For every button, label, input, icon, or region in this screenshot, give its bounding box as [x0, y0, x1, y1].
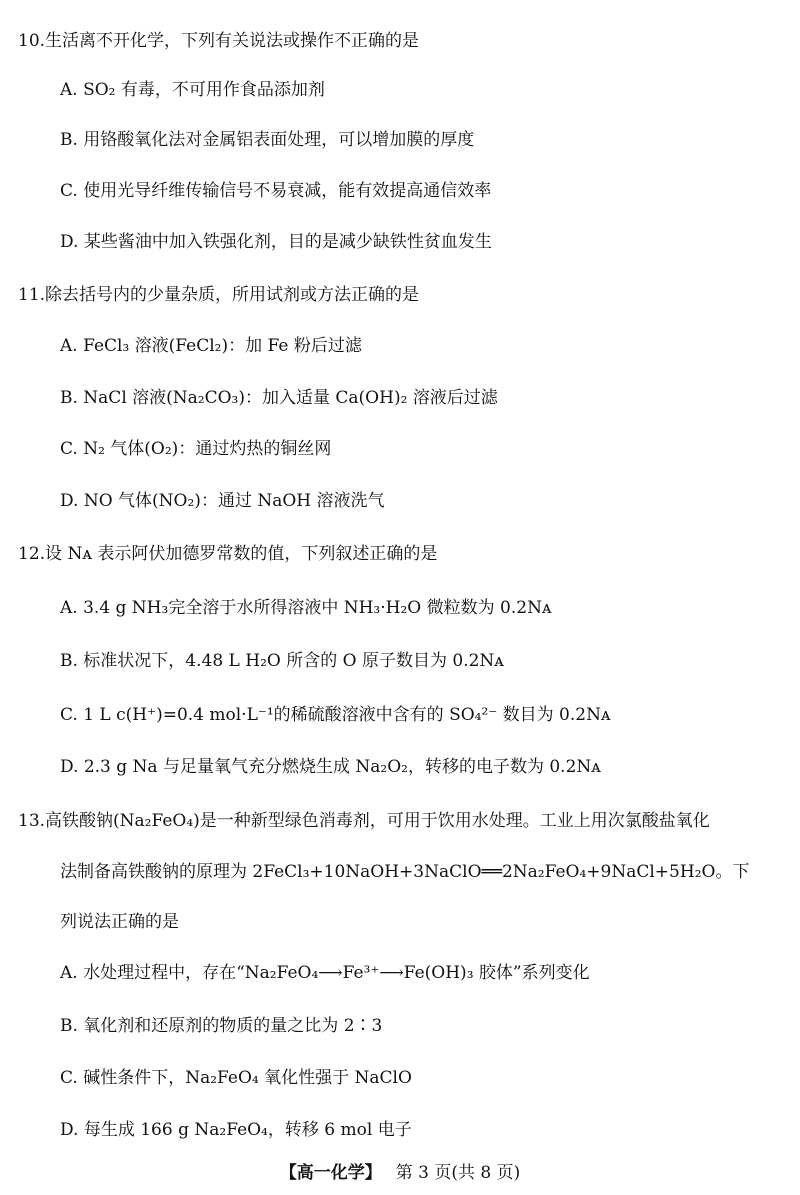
question-11-option-c: C. N₂ 气体(O₂)：通过灼热的铜丝网	[60, 439, 332, 459]
question-13-stem-line-1: 13.高铁酸钠(Na₂FeO₄)是一种新型绿色消毒剂，可用于饮用水处理。工业上用次氯酸盐氧化	[18, 811, 710, 831]
question-13-option-c: C. 碱性条件下，Na₂FeO₄ 氧化性强于 NaClO	[60, 1068, 412, 1088]
question-11-option-d: D. NO 气体(NO₂)：通过 NaOH 溶液洗气	[60, 491, 385, 511]
question-10-stem: 10.生活离不开化学，下列有关说法或操作不正确的是	[18, 31, 420, 51]
page-footer	[0, 1158, 800, 1183]
question-10-option-c: C. 使用光导纤维传输信号不易衰减，能有效提高通信效率	[60, 181, 492, 201]
question-13-option-a: A. 水处理过程中，存在“Na₂FeO₄⟶Fe³⁺⟶Fe(OH)₃ 胶体”系列变化	[60, 963, 590, 983]
footer-page-number: 第 3 页(共 8 页)	[395, 1163, 521, 1183]
question-12-option-b: B. 标准状况下，4.48 L H₂O 所含的 O 原子数目为 0.2Nᴀ	[60, 651, 504, 671]
question-13-option-d: D. 每生成 166 g Na₂FeO₄，转移 6 mol 电子	[60, 1120, 412, 1140]
question-12-option-c: C. 1 L c(H⁺)=0.4 mol·L⁻¹的稀硫酸溶液中含有的 SO₄²⁻ 数目为 0.2Nᴀ	[60, 705, 611, 725]
footer-subject: 【高一化学】	[279, 1163, 382, 1183]
question-10-option-d: D. 某些酱油中加入铁强化剂，目的是减少缺铁性贫血发生	[60, 232, 492, 252]
question-13-stem-line-3: 列说法正确的是	[60, 912, 179, 932]
question-13-option-b: B. 氧化剂和还原剂的物质的量之比为 2∶3	[60, 1016, 383, 1036]
question-13-stem-line-2: 法制备高铁酸钠的原理为 2FeCl₃+10NaOH+3NaClO══2Na₂FeO₄+9NaCl+5H₂O。下	[60, 862, 750, 882]
question-12-stem: 12.设 Nᴀ 表示阿伏加德罗常数的值，下列叙述正确的是	[18, 544, 438, 564]
question-11-option-a: A. FeCl₃ 溶液(FeCl₂)：加 Fe 粉后过滤	[60, 336, 362, 356]
question-10-option-b: B. 用铬酸氧化法对金属铝表面处理，可以增加膜的厚度	[60, 130, 475, 150]
question-10-option-a: A. SO₂ 有毒，不可用作食品添加剂	[60, 80, 325, 100]
question-11-option-b: B. NaCl 溶液(Na₂CO₃)：加入适量 Ca(OH)₂ 溶液后过滤	[60, 388, 498, 408]
question-12-option-a: A. 3.4 g NH₃完全溶于水所得溶液中 NH₃·H₂O 微粒数为 0.2Nᴀ	[60, 598, 552, 618]
question-11-stem: 11.除去括号内的少量杂质，所用试剂或方法正确的是	[18, 285, 420, 305]
question-12-option-d: D. 2.3 g Na 与足量氧气充分燃烧生成 Na₂O₂，转移的电子数为 0.2Nᴀ	[60, 757, 601, 777]
